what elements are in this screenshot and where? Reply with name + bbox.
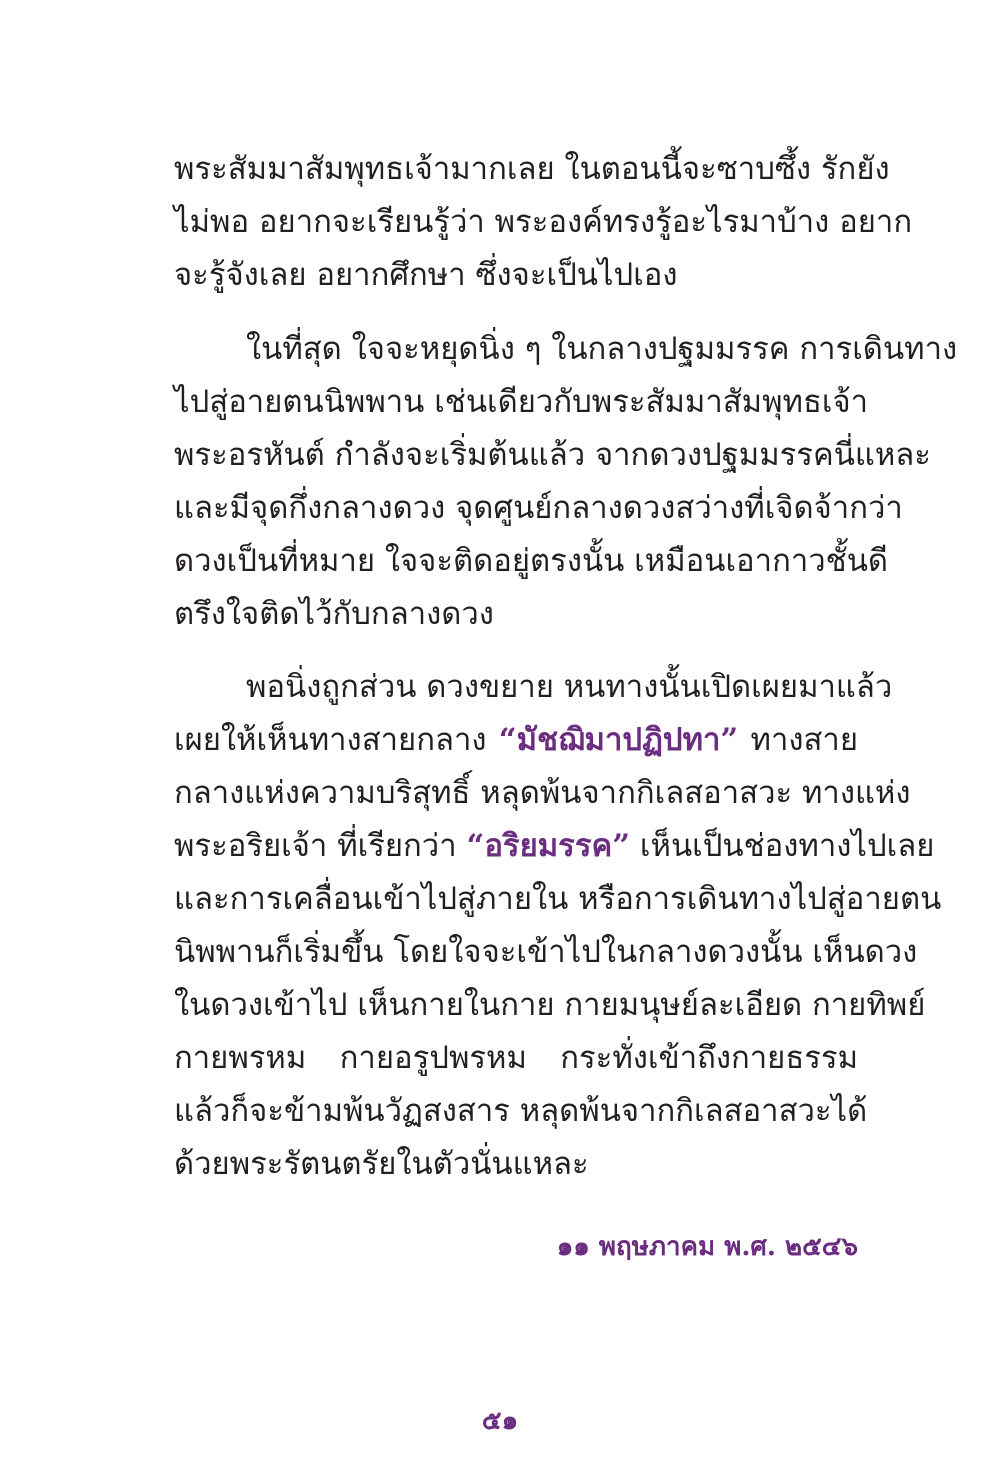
text-line-with-term xyxy=(174,820,935,873)
text-line: ตรึงใจติดไว้กับกลางดวง xyxy=(174,596,494,632)
text-line: ไม่พอ อยากจะเรียนรู้ว่า พระองค์ทรงรู้อะไรมาบ้าง อยาก xyxy=(174,204,913,240)
text-line: และมีจุดกึ่งกลางดวง จุดศูนย์กลางดวงสว่างที่เจิดจ้ากว่า xyxy=(174,490,903,526)
text-segment: เห็นเป็นช่องทางไปเลย xyxy=(630,828,935,864)
text-line: พระสัมมาสัมพุทธเจ้ามากเลย ในตอนนี้จะซาบซึ้ง รักยัง xyxy=(174,151,890,187)
text-line: นิพพานก็เริ่มขึ้น โดยใจจะเข้าไปในกลางดวงนั้น เห็นดวง xyxy=(174,934,918,970)
text-segment: พระอริยเจ้า ที่เรียกว่า xyxy=(174,828,467,864)
page-number: ๕๑ xyxy=(481,1406,519,1436)
text-line: ดวงเป็นที่หมาย ใจจะติดอยู่ตรงนั้น เหมือนเอากาวชั้นดี xyxy=(174,543,889,579)
paragraph-1 xyxy=(174,143,913,302)
text-line: และการเคลื่อนเข้าไปสู่ภายใน หรือการเดินทางไปสู่อายตน xyxy=(174,881,942,917)
sermon-date: ๑๑ พฤษภาคม พ.ศ. ๒๕๔๖ xyxy=(556,1232,858,1262)
text-line-with-term xyxy=(174,714,858,767)
text-line: กายพรหม กายอรูปพรหม กระทั่งเข้าถึงกายธรรม xyxy=(174,1040,858,1076)
highlighted-term-majjhima-patipada: “มัชฌิมาปฏิปทา” xyxy=(498,722,739,758)
text-line: ไปสู่อายตนนิพพาน เช่นเดียวกับพระสัมมาสัมพุทธเจ้า xyxy=(174,384,869,420)
text-line: ด้วยพระรัตนตรัยในตัวนั่นแหละ xyxy=(174,1146,589,1182)
paragraph-2 xyxy=(174,323,958,641)
text-line: พอนิ่งถูกส่วน ดวงขยาย หนทางนั้นเปิดเผยมาแล้ว xyxy=(246,669,893,705)
text-line: พระอรหันต์ กำลังจะเริ่มต้นแล้ว จากดวงปฐมมรรคนี่แหละ xyxy=(174,437,931,473)
text-line: แล้วก็จะข้ามพ้นวัฏสงสาร หลุดพ้นจากกิเลสอาสวะได้ xyxy=(174,1093,868,1129)
text-segment: ทางสาย xyxy=(738,722,858,758)
text-line: จะรู้จังเลย อยากศึกษา ซึ่งจะเป็นไปเอง xyxy=(174,257,678,293)
text-line: ในที่สุด ใจจะหยุดนิ่ง ๆ ในกลางปฐมมรรค การเดินทาง xyxy=(246,331,958,367)
text-segment: เผยให้เห็นทางสายกลาง xyxy=(174,722,499,758)
highlighted-term-ariya-magga: “อริยมรรค” xyxy=(466,828,631,864)
text-line: ในดวงเข้าไป เห็นกายในกาย กายมนุษย์ละเอียด กายทิพย์ xyxy=(174,987,926,1023)
text-line: กลางแห่งความบริสุทธิ์ หลุดพ้นจากกิเลสอาสวะ ทางแห่ง xyxy=(174,775,911,811)
paragraph-3 xyxy=(174,661,942,1191)
